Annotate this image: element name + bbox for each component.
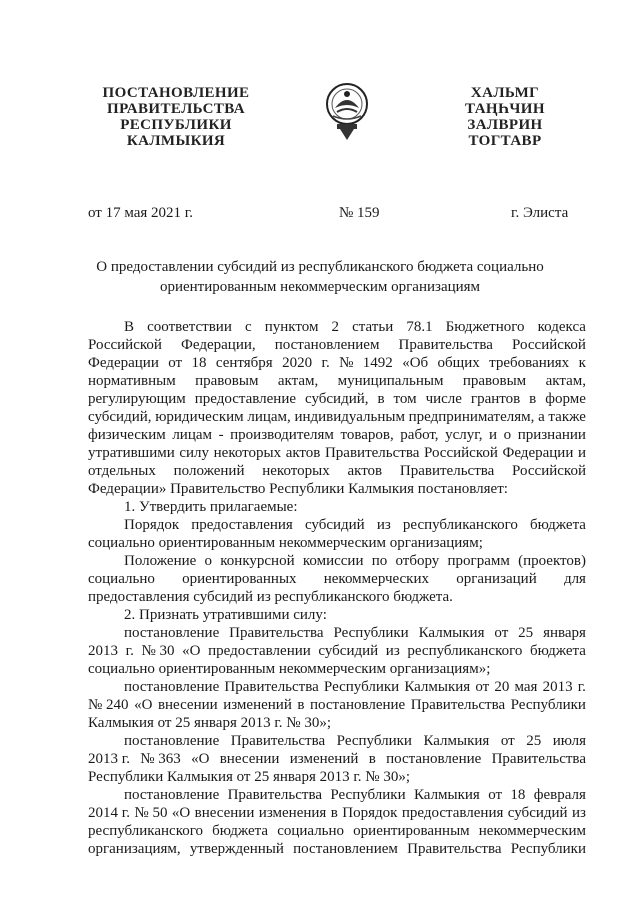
body-word: республиканского <box>407 643 523 659</box>
body-line <box>88 552 586 570</box>
body-word: бюджета <box>530 643 586 659</box>
body-word: некоторых <box>262 463 330 479</box>
body-word: № 30 <box>141 643 175 659</box>
body-word: постановление <box>386 751 482 767</box>
body-word: Порядок <box>124 517 180 533</box>
body-word: 25 <box>518 625 534 641</box>
body-word: предоставления <box>401 805 504 821</box>
body-word: субсидий <box>304 517 365 533</box>
body-word: работ, <box>400 427 439 443</box>
body-word: субсидий <box>507 805 568 821</box>
body-word: января <box>543 625 586 641</box>
body-line: 1. Утвердить прилагаемые: <box>124 499 298 515</box>
body-word: из <box>385 643 400 659</box>
body-word: субсидий <box>318 643 379 659</box>
body-word: «О <box>134 697 153 713</box>
body-word: производителям <box>230 427 334 443</box>
header-left-line: ПРАВИТЕЛЬСТВА <box>107 101 245 117</box>
body-word: Российской <box>88 337 162 353</box>
body-word: «О <box>182 643 201 659</box>
body-word: изменений <box>289 751 359 767</box>
body-word: «О <box>171 805 191 821</box>
body-line <box>88 426 586 444</box>
body-word: Республики <box>323 679 400 695</box>
coat-of-arms-icon <box>323 78 371 142</box>
body-word: Правительства <box>324 445 420 461</box>
body-line <box>88 408 586 426</box>
body-word: и <box>489 427 498 443</box>
body-word: г. <box>321 355 330 371</box>
body-line <box>88 390 586 408</box>
body-word: 2 <box>331 319 340 335</box>
body-line <box>88 372 586 390</box>
body-word: Правительства <box>224 679 319 695</box>
body-word: утвержденный <box>189 841 284 857</box>
body-word: для <box>563 571 586 587</box>
body-word: из <box>571 805 586 821</box>
decree-date: от 17 мая 2021 г. <box>88 205 194 221</box>
body-word: правовым <box>195 373 259 389</box>
body-word: услуг, <box>445 427 483 443</box>
body-word: В <box>124 319 135 335</box>
body-word: 20 <box>494 679 510 695</box>
body-word: Республики <box>336 733 412 749</box>
header-left-line: КАЛМЫКИЯ <box>126 133 226 149</box>
body-word: 18 <box>191 355 207 371</box>
header-left <box>92 85 260 149</box>
body-line: предоставления субсидий из республиканского бюджета. <box>88 589 453 605</box>
title-line: О предоставлении субсидий из республиканского бюджета социально <box>96 259 544 275</box>
body-word: некоммерческих <box>323 571 429 587</box>
body-word: Республики <box>330 787 406 803</box>
decree-number: № 159 <box>339 205 380 221</box>
body-word: Правительства <box>410 697 506 713</box>
decree-place: г. Элиста <box>511 205 569 221</box>
body-word: Правительства <box>491 751 586 767</box>
header-right-line: ТАҢҺЧИН <box>465 101 545 117</box>
body-line <box>88 696 586 714</box>
body-word: конкурсной <box>220 553 295 569</box>
body-word: республиканского <box>88 823 203 839</box>
body-word: регулирующим <box>88 391 186 407</box>
body-line: Республики Калмыкия от 25 января 2013 г. № 30»; <box>88 769 411 785</box>
header-right-line: ЗАЛВРИН <box>467 117 543 133</box>
body-word: субсидий, <box>304 391 369 407</box>
body-word: № <box>339 355 354 371</box>
body-word: отдельных <box>88 463 156 479</box>
body-word: актов <box>285 445 321 461</box>
body-word: Федерации, <box>181 337 256 353</box>
body-word: программ <box>447 553 510 569</box>
body-word: лицам <box>172 427 213 443</box>
body-word: Правительства <box>407 841 502 857</box>
body-word: от <box>494 625 509 641</box>
body-word: бюджета <box>530 517 586 533</box>
body-word: мая <box>514 679 538 695</box>
body-word: № 50 <box>134 805 168 821</box>
body-word: от <box>168 355 183 371</box>
body-word: от <box>488 787 503 803</box>
body-word: Правительства <box>229 625 324 641</box>
body-word: юридическим <box>155 409 244 425</box>
body-line <box>88 318 586 336</box>
body-word: положений <box>173 463 245 479</box>
body-word: 2014 г. <box>88 805 130 821</box>
body-word: изменения <box>258 805 327 821</box>
body-word: актов <box>347 463 383 479</box>
body-word: Российской <box>512 463 586 479</box>
body-word: от <box>475 679 490 695</box>
body-word: в <box>330 805 338 821</box>
body-word: числе <box>425 391 462 407</box>
body-word: к <box>578 355 586 371</box>
body-word: г. <box>577 679 586 695</box>
body-word: Калмыкия <box>404 679 471 695</box>
body-word: отбору <box>395 553 440 569</box>
body-line <box>88 822 586 840</box>
body-word: в <box>368 751 376 767</box>
body-word: постановление <box>124 787 220 803</box>
body-word: в <box>297 697 305 713</box>
body-line <box>88 786 586 804</box>
body-line <box>88 678 586 696</box>
body-word: Порядок <box>342 805 398 821</box>
body-word: в <box>529 391 537 407</box>
body-word: Правительства <box>399 463 495 479</box>
body-word: республиканского <box>402 517 518 533</box>
header-left-line: ПОСТАНОВЛЕНИЕ <box>102 85 250 101</box>
body-word: муниципальным <box>337 373 444 389</box>
body-word: внесении <box>194 805 255 821</box>
body-word: постановление <box>309 697 406 713</box>
body-word: постановлением <box>293 841 398 857</box>
body-word: некоторых <box>213 445 282 461</box>
body-word: сентября <box>215 355 273 371</box>
body-word: (проектов) <box>518 553 586 569</box>
body-word: постановлением <box>274 337 380 353</box>
body-word: 18 <box>510 787 526 803</box>
body-word: в <box>377 391 385 407</box>
body-word: предоставления <box>191 517 293 533</box>
body-word: Федерации <box>502 445 574 461</box>
body-word: 2020 <box>282 355 313 371</box>
body-word: соответствии <box>147 319 232 335</box>
body-word: внесении <box>157 697 218 713</box>
body-word: внесении <box>219 751 280 767</box>
body-word: 2013 <box>542 679 573 695</box>
body-word: изменений <box>223 697 292 713</box>
body-word: статьи <box>352 319 394 335</box>
body-word: 78.1 <box>406 319 433 335</box>
body-word: Республики <box>333 625 409 641</box>
body-line <box>88 354 586 372</box>
body-word: 1492 <box>362 355 393 371</box>
body-word: предоставлении <box>208 643 311 659</box>
body-word: из <box>376 517 391 533</box>
body-word: 2013 <box>88 643 118 659</box>
body-word: июля <box>552 733 586 749</box>
body-line <box>88 624 586 642</box>
body-word: силу <box>179 445 210 461</box>
body-word: физическим <box>88 427 166 443</box>
header-left-line: РЕСПУБЛИКИ <box>120 117 232 133</box>
header-right-line: ХАЛЬМГ <box>470 85 540 101</box>
body-word: № 363 <box>140 751 181 767</box>
body-word: кодекса <box>537 319 586 335</box>
body-line <box>88 516 586 534</box>
body-line <box>88 750 586 768</box>
body-word: Правительства <box>398 337 493 353</box>
body-line <box>88 462 586 480</box>
body-word: Калмыкия <box>413 787 480 803</box>
body-word: Федерации <box>88 355 159 371</box>
body-word: предоставление <box>194 391 297 407</box>
body-word: предпринимателям, <box>408 409 535 425</box>
body-word: организациям, <box>88 841 181 857</box>
body-word: о <box>204 553 213 569</box>
body-line: Федерации» Правительство Республики Калмыкия постановляет: <box>88 481 508 497</box>
body-word: утратившими <box>88 445 175 461</box>
document-title <box>60 258 580 297</box>
body-word: индивидуальным <box>294 409 405 425</box>
body-word: нормативным <box>88 373 176 389</box>
body-line <box>88 642 586 660</box>
body-word: требованиях <box>489 355 570 371</box>
body-word: Положение <box>124 553 197 569</box>
body-word: от <box>500 733 515 749</box>
body-word: № 240 <box>88 697 129 713</box>
body-word: Российской <box>512 337 586 353</box>
body-word: правовым <box>462 373 527 389</box>
body-word: по <box>371 553 388 569</box>
body-line <box>88 444 586 462</box>
body-word: актам, <box>545 373 586 389</box>
body-line: социально ориентированным некоммерческим организациям»; <box>88 661 491 677</box>
header-right-line: ТОГТАВР <box>468 133 542 149</box>
body-word: субсидий, <box>88 409 152 425</box>
body-word: некоммерческим <box>478 823 586 839</box>
document-body <box>88 318 586 858</box>
body-word: Республики <box>510 697 586 713</box>
body-word: пунктом <box>264 319 319 335</box>
body-word: с <box>244 319 252 335</box>
body-word: «О <box>191 751 210 767</box>
body-word: 2013 г. <box>88 751 130 767</box>
body-word: том <box>393 391 417 407</box>
body-line: Калмыкия от 25 января 2013 г. № 30»; <box>88 715 332 731</box>
body-word: организаций <box>456 571 537 587</box>
body-word: комиссии <box>302 553 364 569</box>
body-word: ориентированным <box>353 823 470 839</box>
body-word: Калмыкия <box>423 733 490 749</box>
body-word: Республики <box>510 841 586 857</box>
body-line <box>88 732 586 750</box>
body-word: постановление <box>124 733 220 749</box>
body-line <box>88 570 586 588</box>
title-line: ориентированным некоммерческим организациям <box>159 278 481 295</box>
body-word: - <box>218 427 224 443</box>
body-word: Калмыкия <box>418 625 485 641</box>
body-word: грантов <box>470 391 521 407</box>
body-word: бюджета <box>212 823 269 839</box>
body-word: Правительства <box>230 733 326 749</box>
body-line: 2. Признать утратившими силу: <box>124 607 327 623</box>
body-word: о <box>503 427 512 443</box>
body-word: февраля <box>533 787 586 803</box>
body-word: социально <box>277 823 345 839</box>
body-word: также <box>548 409 586 425</box>
body-word: г. <box>125 643 134 659</box>
body-word: и <box>577 445 586 461</box>
body-word: признании <box>517 427 586 443</box>
body-word: постановление <box>124 679 220 695</box>
body-word: общих <box>437 355 480 371</box>
body-word: товаров, <box>340 427 394 443</box>
body-word: «Об <box>402 355 429 371</box>
body-line <box>88 804 586 822</box>
body-word: 25 <box>526 733 542 749</box>
body-word: постановление <box>124 625 220 641</box>
body-word: актам, <box>277 373 319 389</box>
body-word: лицам, <box>247 409 291 425</box>
body-line <box>88 840 586 858</box>
body-line: социально ориентированным некоммерческим организациям; <box>88 535 483 551</box>
body-word: форме <box>545 391 586 407</box>
body-word: а <box>538 409 545 425</box>
body-word: Российской <box>423 445 498 461</box>
body-word: Правительства <box>227 787 322 803</box>
body-word: ориентированных <box>182 571 297 587</box>
body-line <box>88 336 586 354</box>
header-right <box>440 85 570 149</box>
body-word: социально <box>88 571 155 587</box>
body-word: Бюджетного <box>445 319 525 335</box>
